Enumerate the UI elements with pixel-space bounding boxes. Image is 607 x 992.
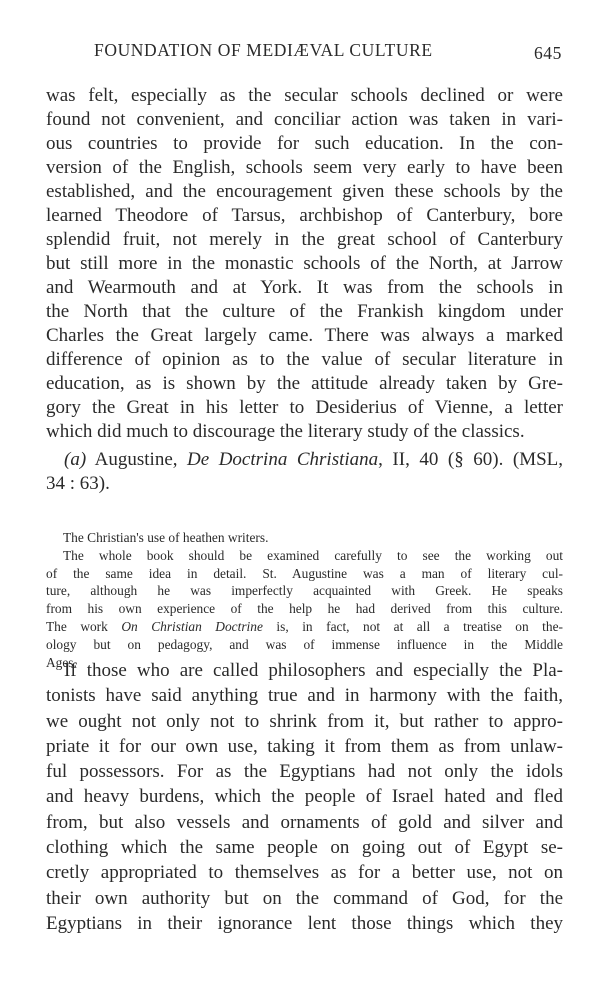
text-line: was felt, especially as the secular schools declined or were [46, 85, 563, 106]
note-line: The whole book should be examined carefully to see the working out [63, 547, 563, 563]
text-line: their own authority but on the command of God, for the [46, 887, 563, 909]
note-line: from his own experience of the help he had derived from this culture. [46, 601, 563, 617]
text-line: If those who are called philosophers and especially the Pla- [64, 660, 563, 681]
text-line: but still more in the monastic schools of the North, at Jarrow [46, 253, 563, 274]
text-line: and heavy burdens, which the people of Israel hated and fled [46, 786, 563, 808]
citation-author: Augustine, [94, 449, 178, 470]
text-line: which did much to discourage the literary study of the classics. [46, 421, 525, 442]
text-line: cretly appropriated to themselves as for a better use, not on [46, 862, 563, 884]
text-line: ful possessors. For as the Egyptians had not only the idols [46, 761, 563, 783]
text-line: Egyptians in their ignorance lent those things which they [46, 912, 563, 934]
note-italic-title: On Christian Doctrine [121, 618, 263, 634]
text-line: learned Theodore of Tarsus, archbishop of Canterbury, bore [46, 205, 563, 226]
citation [46, 448, 563, 496]
text-line: ous countries to provide for such education. In the con- [46, 133, 563, 154]
note-line: Ages. [46, 654, 77, 670]
editorial-note [46, 529, 563, 671]
page-number: 645 [533, 43, 562, 63]
text-line: the North that the culture of the Frankish kingdom under [46, 301, 563, 322]
citation-ref: , II, 40 (§ 60). (MSL, [378, 449, 564, 470]
note-line: ology but on pedagogy, and was of immense influence in the Middle [46, 636, 563, 652]
text-line: and Wearmouth and at York. It was from the schools in [46, 277, 563, 298]
text-line: Charles the Great largely came. There was always a marked [46, 325, 563, 346]
text-line: priate it for our own use, taking it from them as from unlaw- [46, 735, 563, 757]
citation-label: (a) [64, 449, 87, 470]
text-line: from, but also vessels and ornaments of gold and silver and [46, 811, 563, 833]
note-line: of the same idea in detail. St. Augustine was a man of literary cul- [46, 565, 563, 581]
text-line: gory the Great in his letter to Desiderius of Vienne, a letter [46, 397, 563, 418]
text-line: found not convenient, and conciliar action was taken in vari- [46, 109, 563, 130]
page-header [94, 40, 562, 64]
note-line: ture, although he was imperfectly acquainted with Greek. He speaks [46, 583, 563, 599]
text-line: established, and the encouragement given these schools by the [46, 181, 563, 202]
citation-work: De Doctrina Christiana [187, 449, 379, 470]
text-line: difference of opinion as to the value of secular literature in [46, 349, 563, 370]
running-title: FOUNDATION OF MEDIÆVAL CULTURE [94, 40, 433, 60]
citation-line [46, 448, 563, 472]
text-line: education, as is shown by the attitude already taken by Gre- [46, 373, 563, 394]
text-line: splendid fruit, not merely in the great school of Canterbury [46, 229, 563, 250]
citation-ref-2: 34 : 63). [46, 473, 110, 494]
text-line: tonists have said anything true and in harmony with the faith, [46, 685, 563, 707]
note-line [46, 618, 563, 636]
note-text: is, in fact, not at all a treatise on the- [262, 618, 563, 634]
text-line: we ought not only not to shrink from it, but rather to appro- [46, 710, 563, 732]
text-line: version of the English, schools seem very early to have been [46, 157, 563, 178]
paragraph-1 [46, 84, 563, 444]
note-text: The work [46, 618, 122, 634]
paragraph-2 [46, 658, 563, 936]
text-line: clothing which the same people on going out of Egypt se- [46, 837, 563, 859]
note-title: The Christian's use of heathen writers. [63, 530, 269, 545]
